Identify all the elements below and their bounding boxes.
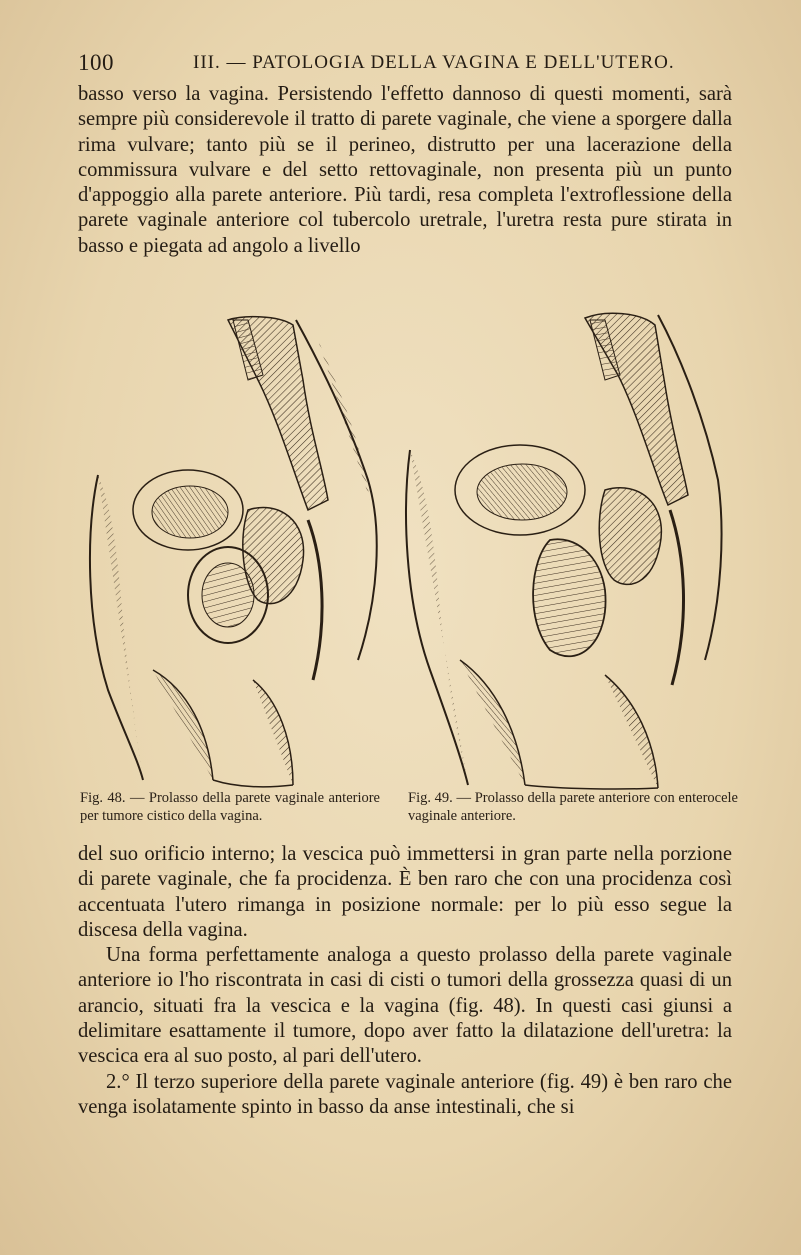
figure-49-illustration bbox=[400, 290, 725, 790]
paragraph-1: del suo orificio interno; la vescica può immettersi in gran parte nella porzione di parete vaginale, che fa procidenza. È ben raro che con una procidenza così accentuata l'utero rimanga in posizione normale: per lo più esso segue la discesa della vagina. bbox=[78, 843, 732, 941]
figure-49-caption: Fig. 49. — Prolasso della parete anteriore con enterocele vaginale anteriore. bbox=[408, 790, 738, 824]
running-title: III. — PATOLOGIA DELLA VAGINA E DELL'UTERO. bbox=[193, 52, 675, 73]
top-text-block bbox=[78, 82, 732, 259]
page-header bbox=[78, 50, 728, 80]
bottom-text-block bbox=[78, 842, 732, 1120]
paragraph-2: Una forma perfettamente analoga a questo prolasso della parete vaginale anteriore io l'ho riscontrata in casi di cisti o tumori della grossezza quasi di un arancio, situati fra la vescica e la vagina (fig. 48). In questi casi giunsi a delimitare esattamente il tumore, dopo aver fatto la dilatazione dell'uretra: la vescica era al suo posto, al pari dell'utero. bbox=[78, 944, 732, 1068]
paragraph-3: 2.° Il terzo superiore della parete vaginale anteriore (fig. 49) è ben raro che venga isolatamente spinto in basso da anse intestinali, che si bbox=[78, 1070, 732, 1118]
page-number: 100 bbox=[78, 50, 114, 75]
top-paragraph: basso verso la vagina. Persistendo l'effetto dannoso di questi momenti, sarà sempre più considerevole il tratto di parete vaginale, che viene a sporgere dalla rima vulvare; tanto più se il perineo, distrutto per una lacerazione della commissura vulvare e del setto rettovaginale, non presenta più un punto d'appoggio alla parete anteriore. Più tardi, resa completa l'extroflessione della parete vaginale anteriore col tubercolo uretrale, l'uretra resta pure stirata in basso e piegata ad angolo a livello bbox=[78, 83, 732, 257]
figure-48-illustration bbox=[78, 300, 388, 790]
figure-48-caption: Fig. 48. — Prolasso della parete vaginale anteriore per tumore cistico della vagina. bbox=[80, 790, 380, 824]
